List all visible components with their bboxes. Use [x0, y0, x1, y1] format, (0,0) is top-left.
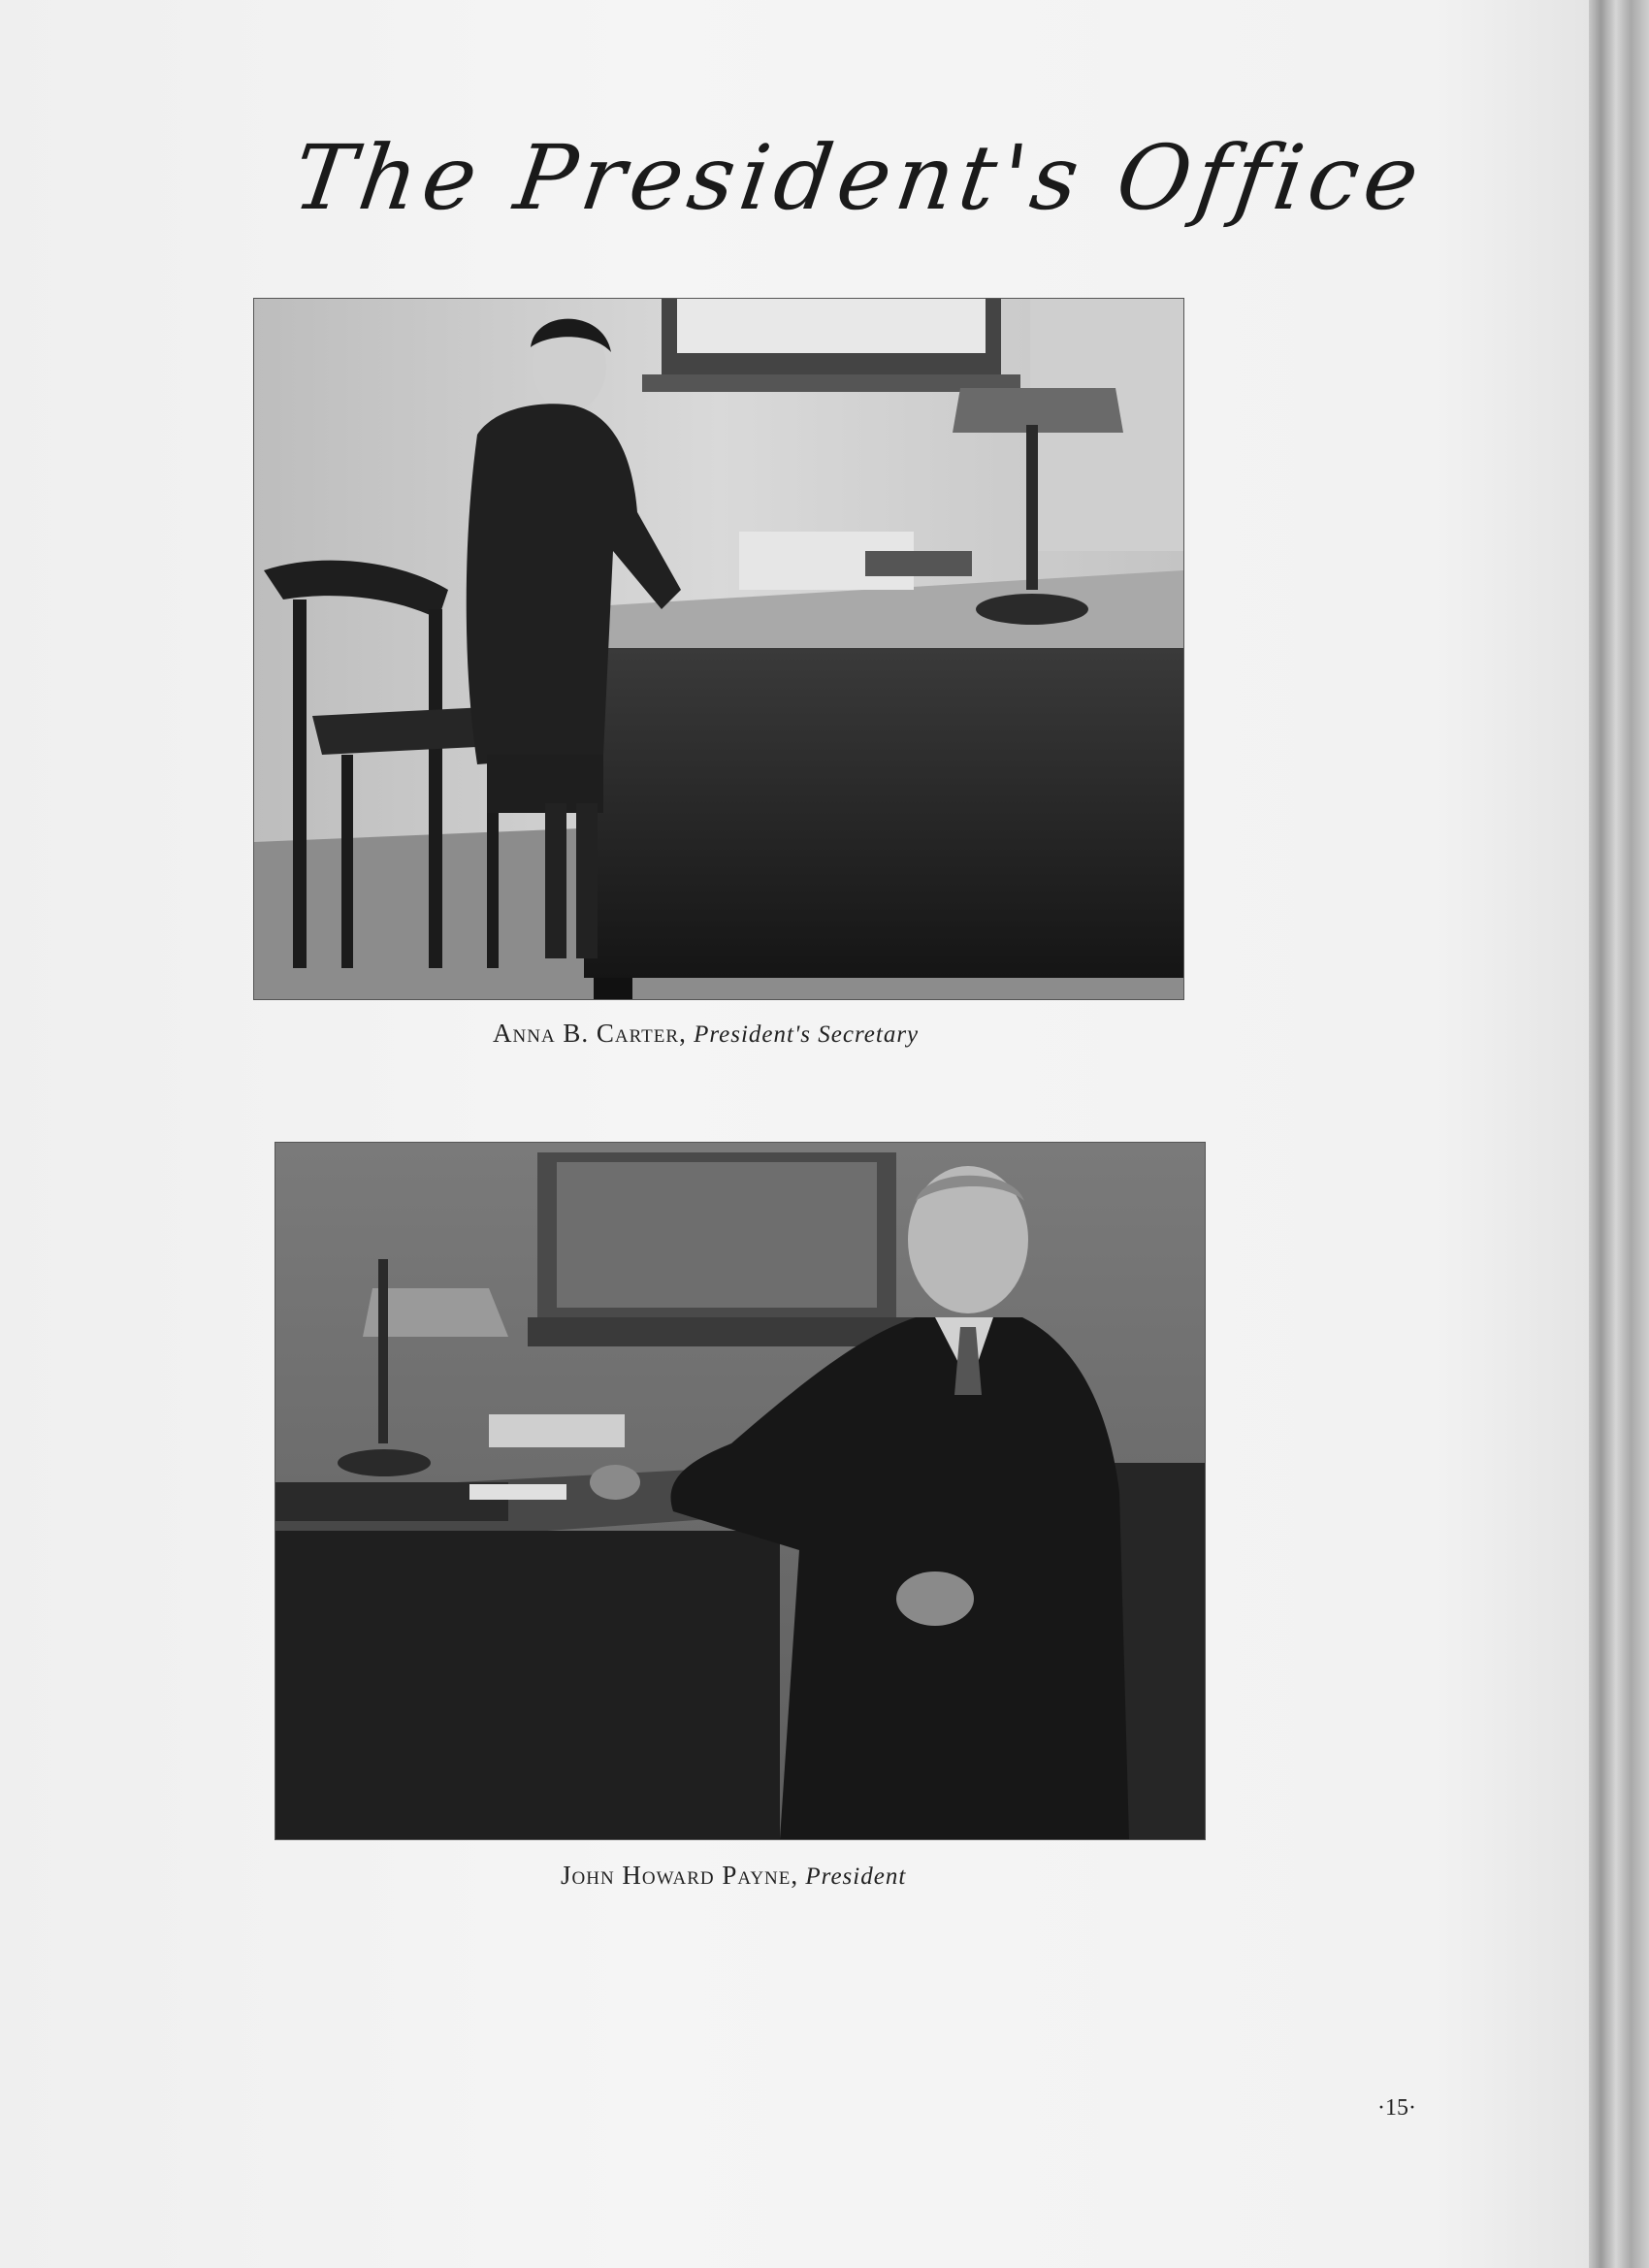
president-role: President — [805, 1863, 907, 1890]
secretary-name: Anna B. Carter, — [493, 1019, 687, 1048]
president-caption — [561, 1861, 906, 1891]
page-number: ·15· — [1377, 2095, 1416, 2121]
page-binding-edge — [1589, 0, 1649, 2268]
page-title: The President's Office — [287, 126, 1431, 230]
president-name: John Howard Payne, — [561, 1861, 799, 1890]
secretary-photo — [254, 299, 1183, 999]
president-photo — [275, 1143, 1205, 1839]
secretary-caption — [493, 1019, 919, 1049]
secretary-role: President's Secretary — [694, 1021, 920, 1048]
